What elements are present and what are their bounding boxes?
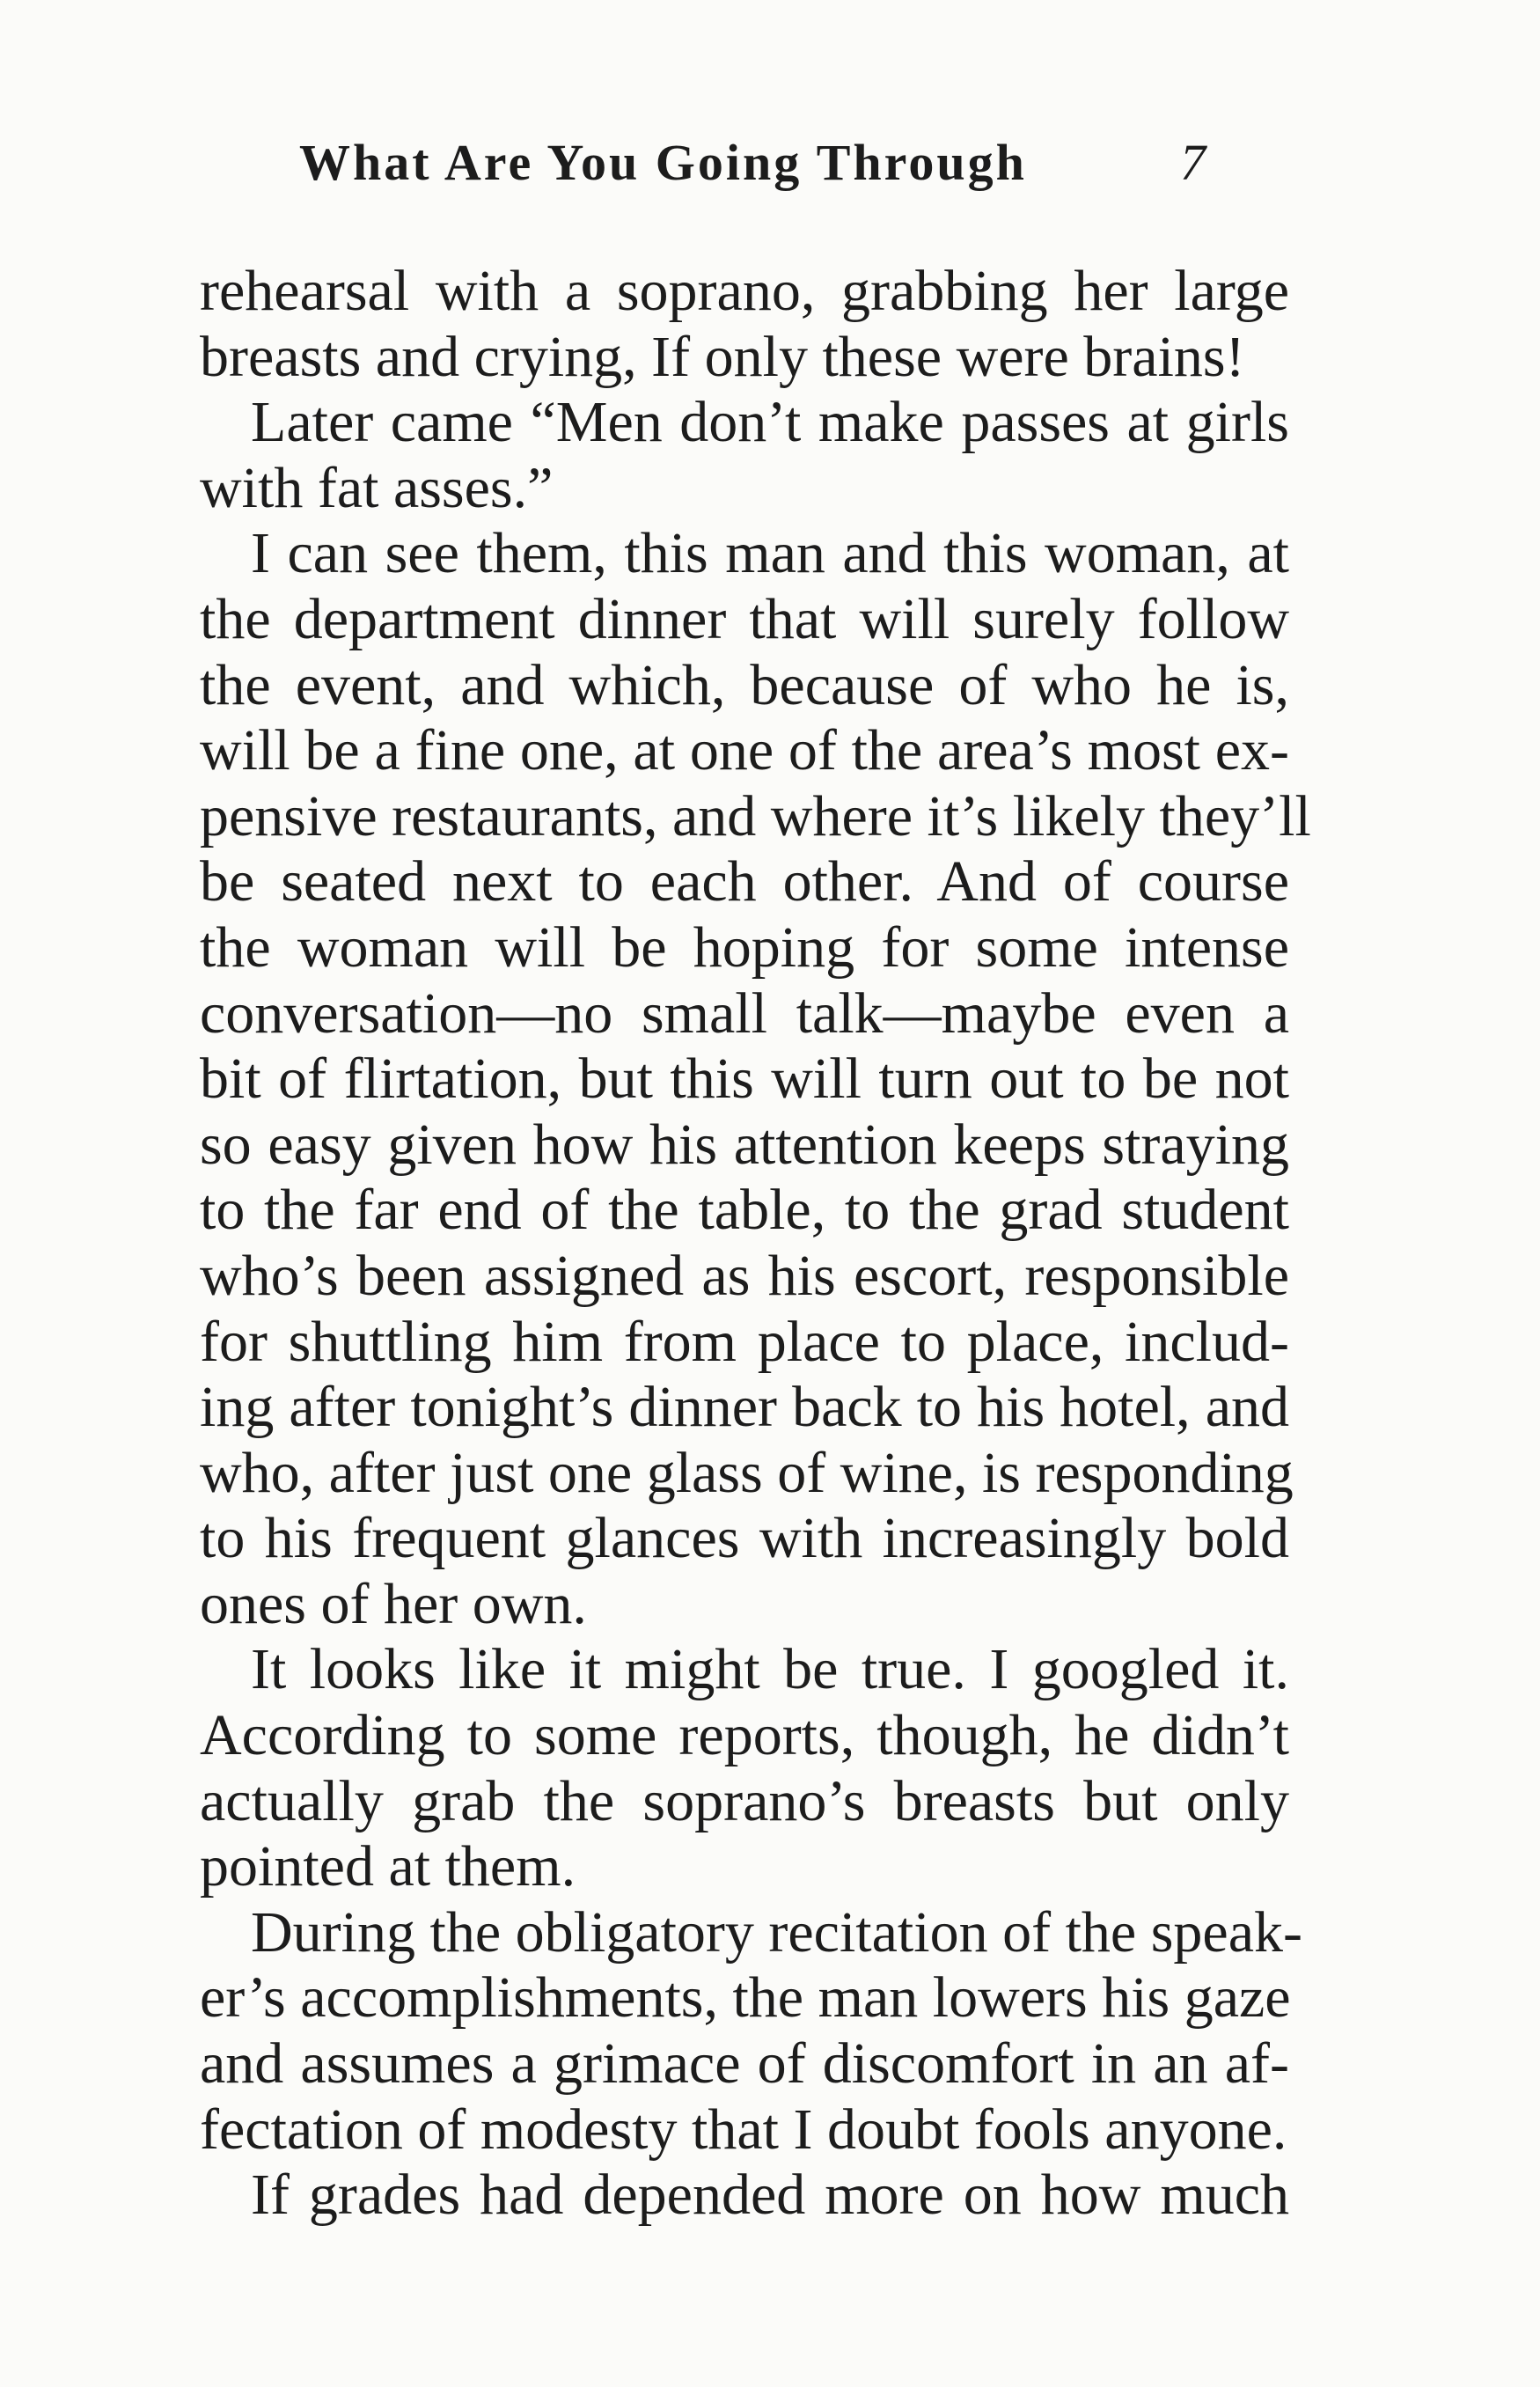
text-line: If grades had depended more on how much bbox=[251, 2163, 1289, 2228]
text-line: and assumes a grimace of discomfort in an af- bbox=[200, 2031, 1289, 2097]
page-number: 7 bbox=[1180, 134, 1206, 191]
text-line: conversation—no small talk—maybe even a bbox=[200, 981, 1289, 1046]
text-line: actually grab the soprano’s breasts but only bbox=[200, 1768, 1289, 1833]
text-line: er’s accomplishments, the man lowers his gaze bbox=[200, 1965, 1291, 2031]
body-text bbox=[200, 259, 1311, 2229]
text-line: ones of her own. bbox=[200, 1571, 587, 1636]
text-line: so easy given how his attention keeps straying bbox=[200, 1112, 1289, 1177]
text-line: be seated next to each other. And of course bbox=[200, 849, 1289, 914]
text-line: to his frequent glances with increasingly bold bbox=[200, 1506, 1289, 1571]
text-line: with fat asses.” bbox=[200, 455, 554, 520]
text-line: ing after tonight’s dinner back to his hotel, and bbox=[200, 1375, 1289, 1440]
text-line: bit of flirtation, but this will turn out to be not bbox=[200, 1047, 1289, 1112]
text-line: pensive restaurants, and where it’s likely they’ll bbox=[200, 783, 1311, 848]
text-line: the department dinner that will surely follow bbox=[200, 586, 1289, 651]
running-head-title: What Are You Going Through bbox=[299, 134, 1027, 191]
text-line: to the far end of the table, to the grad student bbox=[200, 1178, 1289, 1243]
text-line: Later came “Men don’t make passes at girls bbox=[251, 390, 1289, 455]
running-head bbox=[299, 128, 1206, 198]
text-line: fectation of modesty that I doubt fools anyone. bbox=[200, 2097, 1287, 2162]
text-line: rehearsal with a soprano, grabbing her large bbox=[200, 259, 1289, 323]
text-line: will be a fine one, at one of the area’s most ex- bbox=[200, 718, 1289, 783]
text-line: I can see them, this man and this woman, at bbox=[251, 521, 1289, 586]
text-line: for shuttling him from place to place, includ- bbox=[200, 1309, 1289, 1374]
text-line: It looks like it might be true. I googled it. bbox=[251, 1637, 1289, 1702]
text-line: breasts and crying, If only these were brains! bbox=[200, 324, 1245, 389]
text-line: who, after just one glass of wine, is responding bbox=[200, 1440, 1294, 1505]
text-line: the event, and which, because of who he is, bbox=[200, 652, 1289, 717]
text-line: During the obligatory recitation of the speak- bbox=[251, 1899, 1302, 1965]
text-line: According to some reports, though, he didn’t bbox=[200, 1703, 1289, 1768]
text-line: pointed at them. bbox=[200, 1834, 576, 1899]
text-line: who’s been assigned as his escort, responsible bbox=[200, 1243, 1289, 1308]
text-line: the woman will be hoping for some intense bbox=[200, 914, 1289, 980]
